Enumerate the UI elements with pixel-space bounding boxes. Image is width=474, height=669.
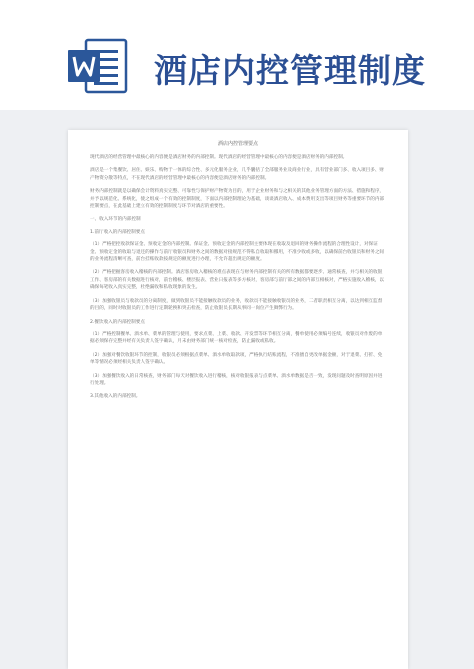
- paragraph: （2）加强对餐饮收银环节的控制，收银员必须根据点菜单、酒水单收取款项，严格执行结账流程，不准擅自更改单据金额，对于退菜、打折、免单等情况必须经相关负责人签字确认。: [90, 352, 383, 366]
- paragraph: （3）加强收银员与收款员的分离制度，做到收银员不能接触收款员的业务，收款员不能接触收银员的业务，二者职责相互分离，以达到相互监督的目的，同时对收银员的工作进行定期轮换和突击检查，防止收银员长期从事同一岗位产生舞弊行为。: [90, 298, 383, 312]
- word-document-icon: [66, 34, 130, 98]
- section-heading: 一、收入环节的内部控制: [90, 217, 141, 223]
- document-title: 酒店内控管理要点: [217, 141, 258, 147]
- document-page: [68, 130, 408, 669]
- subsection-heading: 1.前厅收入的内部控制要点: [90, 229, 145, 235]
- paragraph: （1）严格控制餐单、酒水单、菜单的管理与使用，要求点菜、上菜、收款、开发票等环节相互分离，餐单使用必须编号连续，收银员对作废的单据必须保存完整并经有关负责人签字确认，月末由财务部门统一核对检查，防止漏收或私收。: [90, 331, 383, 345]
- subsection-heading: 3.其他收入的内部控制。: [90, 394, 141, 400]
- paragraph: 财务内部控制就是以确保会计资料真实完整、可靠性与保护财产物资为目的，用于企业财务和与之相关的其他业务管理方面的方法、措施和程序，并予以规范化、系统化，使之组成一个有效的控制制度，下面以内部控制理论为基础，谈谈酒店收入、成本费用支出等项目财务等重要环节的内部控制要点，在此基础上建立有效的控制制度与环节对酒店的重要性。: [90, 189, 385, 210]
- document-body: [68, 150, 408, 401]
- page-title: 酒店内控管理制度: [154, 51, 426, 90]
- paragraph: （3）加强餐饮收入的日常核查，财务部门每天对餐饮收入进行稽核，核对收银报表与点菜单、酒水单数据是否一致，发现问题及时查明原因并进行处理。: [90, 373, 383, 386]
- subsection-heading: 2.餐饮收入的内部控制要点: [90, 319, 145, 325]
- paragraph: （2）严格把握客房收入稽核的内部控制。酒店客房收入稽核的难点表现在与财务内部控制有关的所有数据都要逐步、通常核查，并与相关的收银工作、客房部的有关数据进行核对，前台稽核、楼层报表、营业日报表等多方核对，客房部与前厅部之间的内部互相核对，严格实施收入稽核，以确保每笔收入真实完整，杜绝漏收和私收现象的发生。: [90, 270, 385, 291]
- document-header: [0, 0, 474, 110]
- paragraph: 酒店是一个集餐饮、居住、娱乐、购物于一体的综合性、多元化服务企业，几乎囊括了全部服务业及商业行业，具有营业部门多、收入项目多、财产物资分散等特点，不在现代酒店的经营管理中最核心的内容便是酒店财务的内部控制。: [90, 168, 385, 181]
- document-viewport[interactable]: [0, 110, 474, 669]
- paragraph: （1）严格把控收款保证金、预收定金的内部控制。保证金、预收定金的内部控制主要体现在收取及退回的财务操作流程的合理性设计，对保证金、预收定金的收取与退还的操作与前厅收银员和财务之间的数据对接规范不得私自收取和挪用，不准少收或多收，以确保前台收银员和财务之间的业务流程清晰可查，前台挂账收款按规定的额度进行办理，不允许超出规定的额度。: [90, 242, 385, 263]
- paragraph: 现代酒店的经营管理中最核心的内容便是酒店财务的内部控制。现代酒店的经营管理中最核心的内容便是酒店财务的内部控制。: [90, 155, 348, 160]
